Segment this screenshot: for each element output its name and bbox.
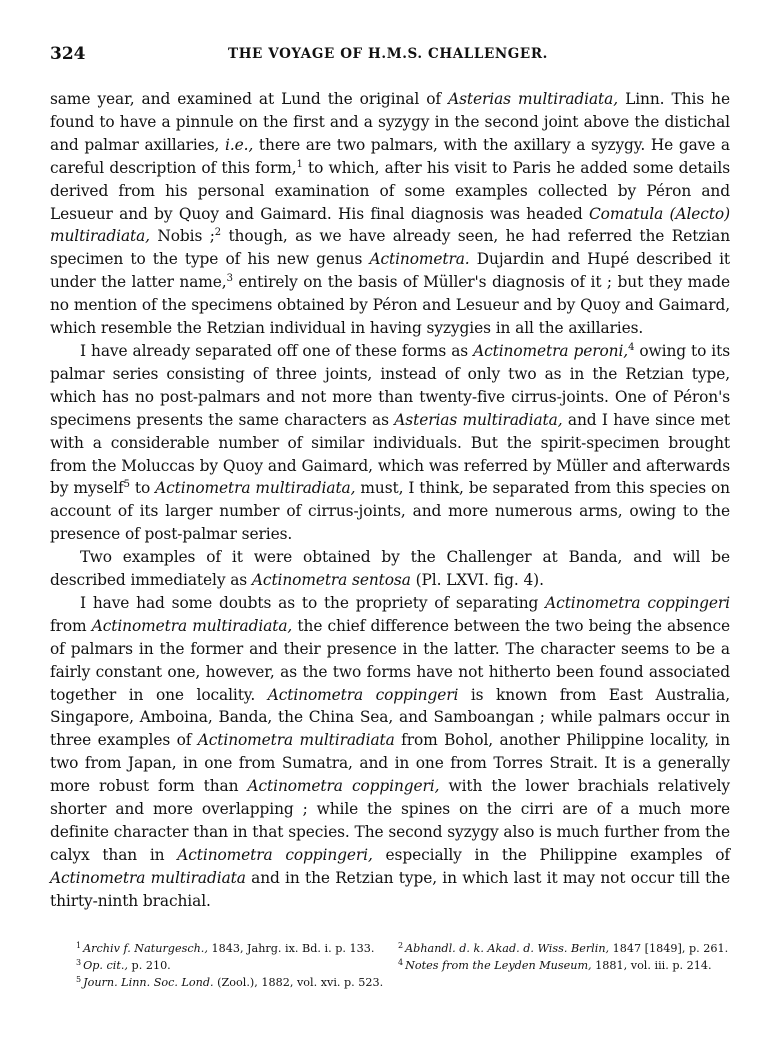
footnote-row-2 — [76, 954, 756, 971]
footnote-ref-4: 4 — [628, 341, 635, 353]
footnote-5: $^5$ Journ. Linn. Soc. Lond. (Zool.), 1882, vol. xvi. p. 523. — [76, 975, 384, 989]
page-header — [50, 44, 726, 68]
paragraph-2: I have already separated off one of these forms as Actinometra peroni,$^4$ owing to its palmar series consisting of three joints, instead of only two as in the Retzian type, which has no post-palmars and not more than twenty-five cirrus-joints. One of Péron's specimens presents the same characters as Asterias multiradiata, and I have since met with a considerable number of similar individuals. But the spirit-specimen brought from the Moluccas by Quoy and Gaimard, which was referred by Müller and afterwards by myself$^5$ to Actinometra multiradiata, must, I think, be separated from this species on account of its larger number of cirrus-joints, and more numerous arms, owing to the presence of post-palmar series. — [50, 341, 731, 544]
footnote-ref-2: 2 — [214, 227, 222, 239]
paragraph-1: same year, and examined at Lund the original of Asterias multiradiata, Linn. This he found to have a pinnule on the first and a syzygy in the second joint above the distichal and palmar axillaries, i.e., there are two palmars, with the axillary a syzygy. He gave a careful description of this form,$^1$ to which, after his visit to Paris he added some details derived from his personal examination of some examples collected by Péron and Lesueur and by Quoy and Gaimard. His final diagnosis was headed Comatula (Alecto) multiradiata, Nobis ;$^2$ though, as we have already seen, he had referred the Retzian specimen to the type of his new genus Actinometra. Dujardin and Hupé described it under the latter name,$^3$ entirely on the basis of Müller's diagnosis of it ; but they made no mention of the specimens obtained by Péron and Lesueur and by Quoy and Gaimard, which resemble the Retzian individual in having syzygies in all the axillaries. — [50, 90, 731, 338]
footnote-2: $^2$ Abhandl. d. k. Akad. d. Wiss. Berlin, 1847 [1849], p. 261. — [398, 941, 729, 955]
footnote-row-1 — [76, 937, 756, 954]
footnote-ref-5: 5 — [123, 479, 130, 491]
footnote-3: $^3$ Op. cit., p. 210. — [76, 958, 171, 972]
body-text — [50, 88, 730, 913]
footnote-1: $^1$ Archiv f. Naturgesch., 1843, Jahrg. ix. Bd. i. p. 133. — [76, 941, 375, 955]
footnote-ref-3: 3 — [226, 273, 233, 285]
footnote-ref-1: 1 — [296, 158, 303, 170]
page-number: 324 — [50, 44, 86, 64]
paragraph-3: Two examples of it were obtained by the Challenger at Banda, and will be described immediately as Actinometra sentosa (Pl. LXVI. fig. 4). — [50, 548, 730, 590]
footnote-row-3 — [76, 971, 756, 988]
footnotes — [76, 937, 756, 988]
paragraph-4: I have had some doubts as to the propriety of separating Actinometra coppingeri from Actinometra multiradiata, the chief difference between the two being the absence of palmars in the former and their presence in the latter. The character seems to be a fairly constant one, however, as the two forms have not hitherto been found associated together in one locality. Actinometra coppingeri is known from East Australia, Singapore, Amboina, Banda, the China Sea, and Samboangan ; while palmars occur in three examples of Actinometra multiradiata from Bohol, another Philippine locality, in two from Japan, in one from Sumatra, and in one from Torres Strait. It is a generally more robust form than Actinometra coppingeri, with the lower brachials relatively shorter and more overlapping ; while the spines on the cirri are of a much more definite character than in that species. The second syzygy also is much further from the calyx than in Actinometra coppingeri, especially in the Philippine examples of Actinometra multiradiata and in the Retzian type, in which last it may not occur till the thirty-ninth brachial. — [50, 593, 731, 910]
footnote-4: $^4$ Notes from the Leyden Museum, 1881, vol. iii. p. 214. — [398, 958, 712, 972]
running-title: THE VOYAGE OF H.M.S. CHALLENGER. — [228, 46, 548, 62]
